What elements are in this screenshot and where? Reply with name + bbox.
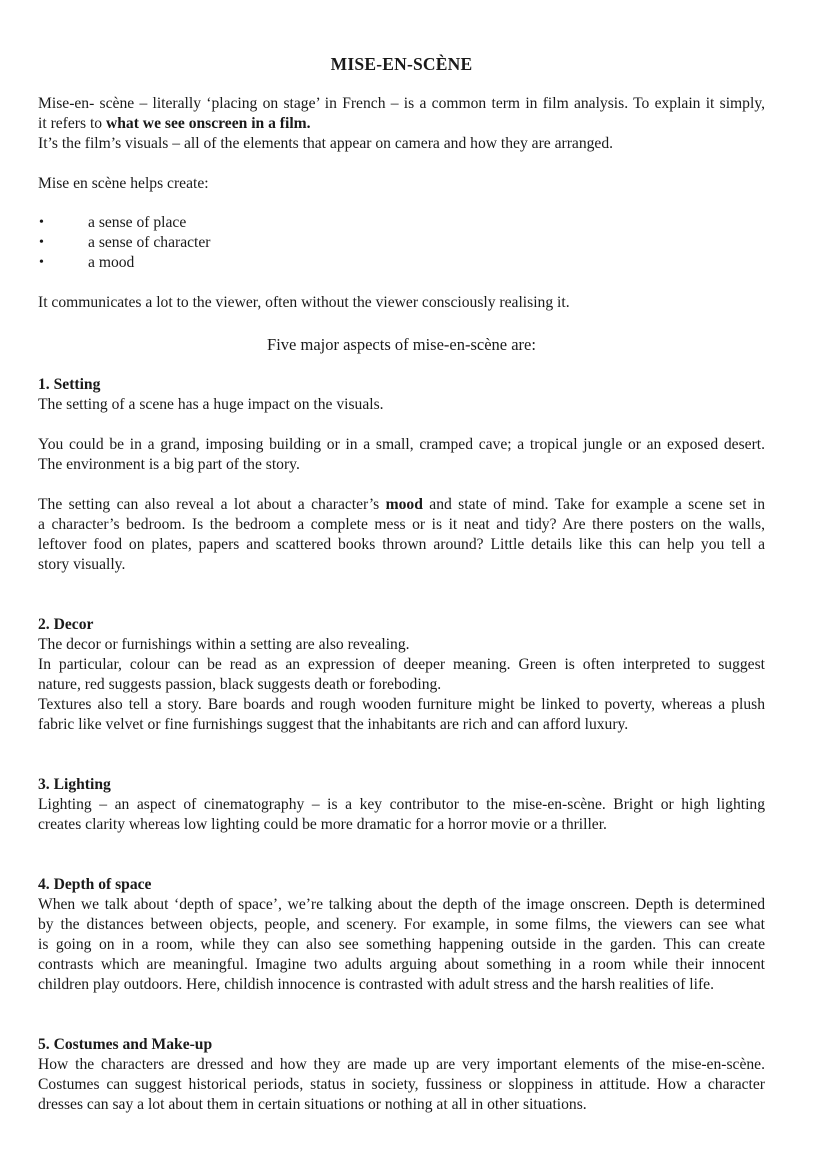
- intro-bold-text: what we see onscreen in a film.: [105, 115, 311, 132]
- intro-line: It’s the film’s visuals – all of the elements that appear on camera and how they are arranged.: [38, 135, 614, 152]
- section-heading: 5. Costumes and Make-up: [38, 1036, 213, 1053]
- list-item: [38, 213, 765, 233]
- communicates-paragraph: It communicates a lot to the viewer, often without the viewer consciously realising it.: [38, 294, 570, 311]
- paragraph-line: The setting of a scene has a huge impact on the visuals.: [38, 396, 384, 413]
- bullet-text: a mood: [88, 254, 135, 271]
- section-heading: 1. Setting: [38, 376, 101, 393]
- paragraph-line: creates clarity whereas low lighting could be more dramatic for a horror movie or a thriller.: [38, 816, 607, 833]
- section-lighting: [38, 775, 765, 835]
- section-depth-of-space: [38, 875, 765, 995]
- paragraph-line: In particular, colour can be read as an expression of deeper meaning. Green is often interpreted to suggest: [38, 656, 765, 673]
- mood-bold-text: mood: [385, 496, 423, 513]
- paragraph-line: How the characters are dressed and how they are made up are very important elements of the mise-en-scène.: [38, 1056, 765, 1073]
- paragraph-line: children play outdoors. Here, childish innocence is contrasted with adult stress and the harsh realities of life.: [38, 976, 714, 993]
- paragraph-line: Textures also tell a story. Bare boards and rough wooden furniture might be linked to poverty, whereas a plush: [38, 696, 765, 713]
- paragraph-line: contrasts which are meaningful. Imagine two adults arguing about something in a room while their innocent: [38, 956, 765, 973]
- paragraph-line: Costumes can suggest historical periods, status in society, fussiness or sloppiness in attitude. How a character: [38, 1076, 765, 1093]
- paragraph-line: by the distances between objects, people, and scenery. For example, in some films, the viewers can see what: [38, 916, 765, 933]
- five-aspects-heading: Five major aspects of mise-en-scène are:: [267, 335, 536, 354]
- list-item: [38, 253, 765, 273]
- paragraph-line: dresses can say a lot about them in certain situations or nothing at all in other situations.: [38, 1096, 587, 1113]
- intro-line: [38, 114, 765, 134]
- section-decor: [38, 615, 765, 735]
- paragraph-line: Lighting – an aspect of cinematography – is a key contributor to the mise-en-scène. Bright or high lighting: [38, 796, 765, 813]
- paragraph-text: and state of mind. Take for example a scene set in: [422, 496, 766, 513]
- section-heading: 4. Depth of space: [38, 876, 152, 893]
- list-item: [38, 233, 765, 253]
- paragraph-line: The decor or furnishings within a setting are also revealing.: [38, 636, 410, 653]
- paragraph-text: The setting can also reveal a lot about a character’s: [38, 496, 386, 513]
- bullet-text: a sense of place: [88, 214, 187, 231]
- section-setting: [38, 375, 765, 415]
- intro-line: Mise-en- scène – literally ‘placing on stage’ in French – is a common term in film analysis. To explain it simply,: [38, 95, 765, 112]
- paragraph-line: When we talk about ‘depth of space’, we’re talking about the depth of the image onscreen. Depth is determined: [38, 896, 765, 913]
- section-heading: 3. Lighting: [38, 776, 111, 793]
- helps-intro: Mise en scène helps create:: [38, 175, 209, 192]
- bullet-icon: •: [39, 255, 44, 270]
- bullet-icon: •: [39, 215, 44, 230]
- paragraph-line: [38, 495, 765, 515]
- intro-paragraph: [38, 94, 765, 154]
- setting-paragraph-3: [38, 495, 765, 575]
- paragraph-line: leftover food on plates, papers and scattered books thrown around? Little details like this can help you tell a: [38, 536, 765, 553]
- page-title: MISE-EN-SCÈNE: [330, 54, 473, 74]
- paragraph-line: a character’s bedroom. Is the bedroom a complete mess or is it neat and tidy? Are there posters on the walls,: [38, 516, 765, 533]
- intro-text: it refers to: [38, 115, 106, 132]
- paragraph-line: fabric like velvet or fine furnishings suggest that the inhabitants are rich and can afford luxury.: [38, 716, 629, 733]
- bullet-list: [38, 213, 765, 273]
- paragraph-line: You could be in a grand, imposing building or in a small, cramped cave; a tropical jungle or an exposed desert.: [38, 436, 765, 453]
- section-heading: 2. Decor: [38, 616, 94, 633]
- paragraph-line: nature, red suggests passion, black suggests death or foreboding.: [38, 676, 442, 693]
- paragraph-line: is going on in a room, while they can also see something happening outside in the garden. This can create: [38, 936, 765, 953]
- paragraph-line: The environment is a big part of the story.: [38, 456, 300, 473]
- section-costumes: [38, 1035, 765, 1115]
- setting-paragraph-2: [38, 435, 765, 475]
- bullet-text: a sense of character: [88, 234, 211, 251]
- paragraph-line: story visually.: [38, 556, 126, 573]
- bullet-icon: •: [39, 235, 44, 250]
